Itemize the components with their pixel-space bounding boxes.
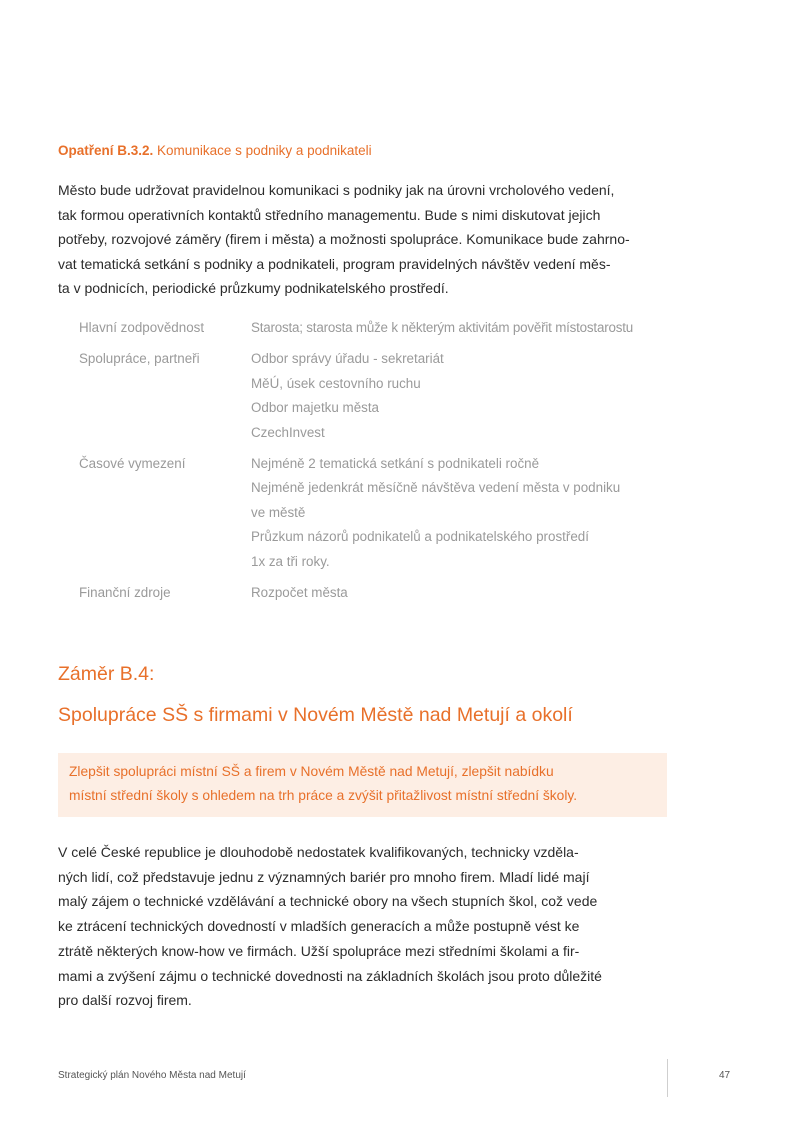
timing-item: Nejméně jedenkrát měsíčně návštěva vedení města v podniku	[251, 480, 621, 496]
table-row-timing	[79, 452, 679, 574]
body-line: ných lidí, což představuje jednu z významných bariér pro mnoho firem. Mladí lidé mají	[58, 868, 590, 885]
goal-title: Spolupráce SŠ s firmami v Novém Městě nad Metují a okolí	[58, 704, 573, 726]
intro-line: ta v podnicích, periodické průzkumy podnikatelského prostředí.	[58, 280, 449, 297]
funding-label: Finanční zdroje	[79, 585, 171, 601]
intro-line: tak formou operativních kontaktů středního managementu. Bude s nimi diskutovat jejich	[58, 206, 601, 223]
timing-item: Nejméně 2 tematická setkání s podnikateli ročně	[251, 456, 540, 472]
partner-item: MěÚ, úsek cestovního ruchu	[251, 375, 421, 391]
table-row-responsibility	[79, 316, 679, 340]
body-line: pro další rozvoj firem.	[58, 992, 192, 1009]
measure-label: Opatření B.3.2.	[58, 143, 154, 158]
body-line: mami a zvýšení zájmu o technické dovednosti na základních školách jsou proto důležité	[58, 967, 602, 984]
timing-item: ve městě	[251, 504, 306, 520]
body-line: V celé České republice je dlouhodobě nedostatek kvalifikovaných, technicky vzděla-	[58, 844, 579, 860]
body-line: malý zájem o technické vzdělávání a technické obory na všech stupních škol, což vede	[58, 893, 598, 910]
partner-item: Odbor majetku města	[251, 400, 380, 416]
footer-document-title: Strategický plán Nového Města nad Metují	[58, 1070, 246, 1081]
partners-label: Spolupráce, partneři	[79, 351, 200, 367]
goal-box-line: Zlepšit spolupráci místní SŠ a firem v Novém Městě nad Metují, zlepšit nabídku	[69, 764, 554, 779]
timing-item: Průzkum názorů podnikatelů a podnikatelského prostředí	[251, 529, 589, 545]
table-row-funding	[79, 581, 679, 605]
funding-value: Rozpočet města	[251, 585, 348, 601]
partner-item: CzechInvest	[251, 424, 325, 440]
body-line: ztrátě některých know-how ve firmách. Užší spolupráce mezi středními školami a fir-	[58, 942, 580, 959]
goal-highlight-box	[58, 753, 667, 817]
intro-line: vat tematická setkání s podniky a podnikateli, program pravidelných návštěv vedení měs-	[58, 255, 611, 272]
intro-line: potřeby, rozvojové záměry (firem i města) a možnosti spolupráce. Komunikace bude zahrno-	[58, 231, 630, 248]
timing-label: Časové vymezení	[79, 456, 186, 472]
intro-line: Město bude udržovat pravidelnou komunikaci s podniky jak na úrovni vrcholového vedení,	[58, 182, 615, 198]
measure-title: Komunikace s podniky a podnikateli	[157, 143, 372, 158]
measure-heading	[58, 143, 372, 158]
responsibility-value: Starosta; starosta může k některým aktivitám pověřit místostarostu	[251, 320, 633, 335]
responsibility-label: Hlavní zodpovědnost	[79, 320, 205, 335]
body-line: ke ztrácení technických dovedností v mladších generacích a může postupně vést ke	[58, 918, 580, 935]
body-paragraph	[58, 840, 673, 1013]
goal-box-line: místní střední školy s ohledem na trh práce a zvýšit přitažlivost místní střední školy.	[69, 788, 578, 803]
footer-divider	[667, 1059, 668, 1097]
intro-paragraph	[58, 178, 673, 301]
page-number: 47	[719, 1070, 731, 1081]
partner-item: Odbor správy úřadu - sekretariát	[251, 351, 444, 367]
table-row-partners	[79, 347, 679, 445]
goal-label: Záměr B.4:	[58, 663, 155, 685]
timing-item: 1x za tři roky.	[251, 553, 330, 569]
measure-details-table	[79, 316, 679, 612]
